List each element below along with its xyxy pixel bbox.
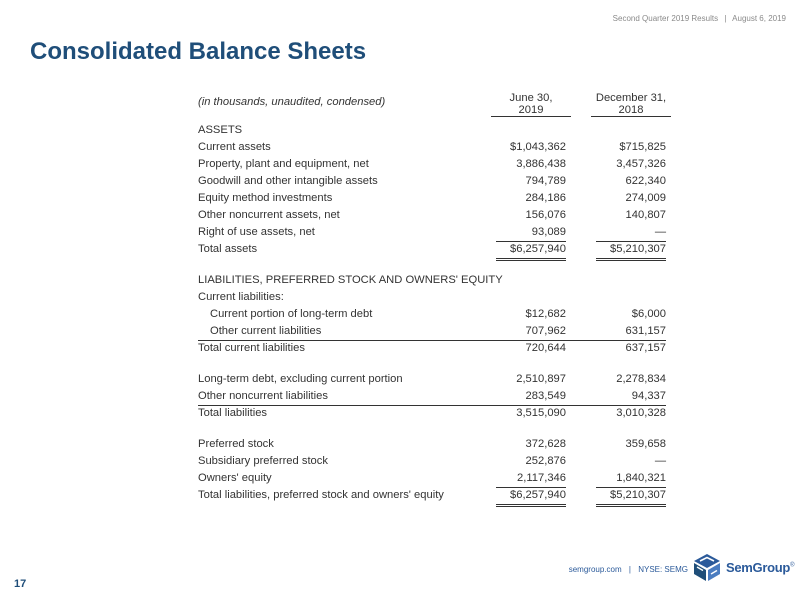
value-2019: 252,876: [525, 455, 566, 467]
value-2019: 3,886,438: [516, 158, 566, 170]
row-label: Other noncurrent assets, net: [198, 209, 340, 221]
semgroup-logo: [692, 548, 795, 588]
value-2018: 631,157: [625, 325, 666, 337]
logo-wordmark: SemGroup: [726, 560, 791, 575]
footer-links: [569, 565, 688, 574]
header-event: Second Quarter 2019 Results: [612, 14, 719, 23]
value-2018: $715,825: [619, 141, 666, 153]
table-row: [198, 388, 666, 405]
value-2019: 93,089: [531, 226, 566, 238]
section-label: Current liabilities:: [198, 291, 284, 303]
value-2019: 720,644: [525, 342, 566, 354]
page-number: 17: [14, 578, 27, 590]
row-label: Other noncurrent liabilities: [198, 390, 328, 402]
value-2019: $1,043,362: [510, 141, 566, 153]
page-title: Consolidated Balance Sheets: [30, 38, 367, 65]
subsection-heading-current-liabilities: [198, 289, 666, 306]
footer-divider: |: [628, 565, 631, 574]
value-2019: $12,682: [525, 308, 566, 320]
table-row: [198, 306, 666, 323]
row-label: Goodwill and other intangible assets: [198, 175, 378, 187]
value-2018: 94,337: [631, 390, 666, 402]
column-header-line: 2019: [518, 104, 544, 116]
total-row-current-liabilities: [198, 340, 666, 357]
value-2019: 372,628: [525, 438, 566, 450]
value-2018: 1,840,321: [616, 472, 666, 484]
row-label: Owners' equity: [198, 472, 272, 484]
spacer: [198, 422, 666, 436]
table-row: [198, 173, 666, 190]
value-2018: —: [654, 226, 666, 238]
value-2018: 637,157: [625, 342, 666, 354]
value-2018: 274,009: [625, 192, 666, 204]
value-2019: 2,117,346: [517, 472, 566, 484]
header-note: [613, 14, 786, 23]
header-divider: |: [724, 14, 727, 23]
row-label: Preferred stock: [198, 438, 274, 450]
value-2018: 622,340: [625, 175, 666, 187]
website-link[interactable]: semgroup.com: [568, 565, 622, 574]
row-label: Total assets: [198, 243, 258, 255]
section-label: ASSETS: [198, 124, 243, 136]
table-row: [198, 470, 666, 487]
row-label: Total current liabilities: [198, 342, 305, 354]
value-2019: 3,515,090: [516, 407, 566, 419]
value-2019: $6,257,940: [510, 489, 566, 501]
value-2018: $5,210,307: [610, 243, 666, 255]
row-label: Current assets: [198, 141, 271, 153]
table-row: [198, 323, 666, 340]
ticker-label: NYSE: SEMG: [638, 565, 688, 574]
table-row: [198, 190, 666, 207]
value-2019: 707,962: [525, 325, 566, 337]
value-2019: 284,186: [525, 192, 566, 204]
row-label: Total liabilities: [198, 407, 268, 419]
column-header-june-2019: [491, 92, 571, 117]
table-row: [198, 156, 666, 173]
table-row: [198, 224, 666, 241]
value-2018: $5,210,307: [610, 489, 666, 501]
header-date: August 6, 2019: [732, 14, 786, 23]
row-label: Property, plant and equipment, net: [198, 158, 369, 170]
row-label: Long-term debt, excluding current portion: [198, 373, 403, 385]
total-row-liabilities: [198, 405, 666, 422]
value-2018: —: [654, 455, 666, 467]
value-2018: 3,457,326: [616, 158, 666, 170]
row-label: Current portion of long-term debt: [210, 308, 373, 320]
table-header-row: [198, 90, 666, 122]
column-header-line: June 30,: [509, 92, 553, 104]
table-row: [198, 436, 666, 453]
row-label: Other current liabilities: [210, 325, 322, 337]
column-header-line: 2018: [618, 104, 644, 116]
section-heading-liabilities: [198, 272, 666, 289]
value-2018: 2,278,834: [616, 373, 666, 385]
table-row: [198, 453, 666, 470]
column-header-dec-2018: [591, 92, 671, 117]
value-2019: 794,789: [525, 175, 566, 187]
logo-text: [726, 560, 794, 575]
table-row: [198, 139, 666, 156]
table-row: [198, 207, 666, 224]
value-2019: 156,076: [525, 209, 566, 221]
value-2018: $6,000: [631, 308, 666, 320]
value-2018: 3,010,328: [616, 407, 666, 419]
value-2019: 283,549: [525, 390, 566, 402]
total-row-assets: [198, 241, 666, 258]
row-label: Subsidiary preferred stock: [198, 455, 328, 467]
section-label: LIABILITIES, PREFERRED STOCK AND OWNERS' EQUITY: [198, 274, 503, 286]
row-label: Equity method investments: [198, 192, 333, 204]
value-2018: 359,658: [625, 438, 666, 450]
value-2019: $6,257,940: [510, 243, 566, 255]
balance-sheet-table: [198, 90, 666, 504]
row-label: Right of use assets, net: [198, 226, 315, 238]
section-heading-assets: [198, 122, 666, 139]
value-2019: 2,510,897: [516, 373, 566, 385]
spacer: [198, 357, 666, 371]
table-note: (in thousands, unaudited, condensed): [198, 96, 386, 108]
value-2018: 140,807: [625, 209, 666, 221]
total-row-liabilities-equity: [198, 487, 666, 504]
column-header-line: December 31,: [595, 92, 667, 104]
logo-cube-icon: [692, 552, 722, 582]
table-row: [198, 371, 666, 388]
row-label: Total liabilities, preferred stock and owners' equity: [198, 489, 444, 501]
logo-registered-mark: ®: [790, 562, 795, 569]
